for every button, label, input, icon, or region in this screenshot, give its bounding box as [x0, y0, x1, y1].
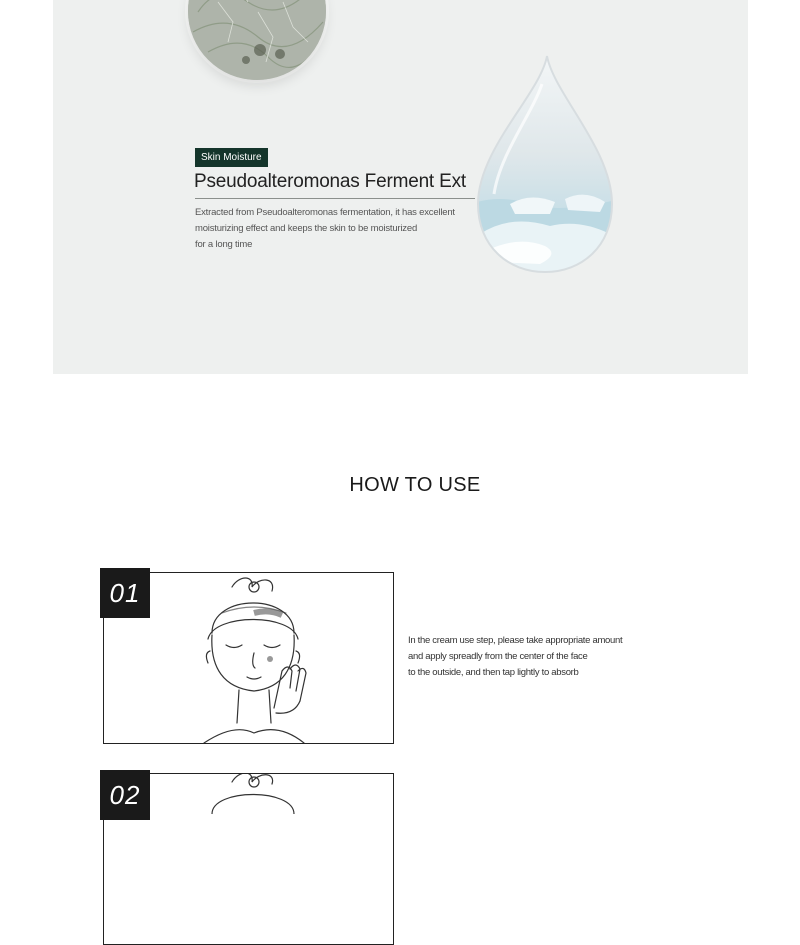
description-line: for a long time [195, 239, 253, 250]
category-badge: Skin Moisture [195, 148, 268, 167]
step-description-line: to the outside, and then tap lightly to absorb [408, 667, 579, 678]
step-number-1: 01 [100, 568, 150, 618]
title-divider [195, 198, 475, 199]
ingredient-title: Pseudoalteromonas Ferment Ext [194, 171, 466, 192]
water-drop-image [470, 54, 620, 278]
ingredient-description [195, 205, 485, 253]
description-line: Extracted from Pseudoalteromonas fermentation, it has excellent [195, 207, 455, 218]
how-to-use-title: HOW TO USE [349, 474, 481, 496]
step-description-line: In the cream use step, please take appropriate amount [408, 635, 623, 646]
description-line: moisturizing effect and keeps the skin to be moisturized [195, 223, 418, 234]
step-1-description [408, 633, 668, 681]
step-description-line: and apply spreadly from the center of the face [408, 651, 588, 662]
step-number-2: 02 [100, 770, 150, 820]
